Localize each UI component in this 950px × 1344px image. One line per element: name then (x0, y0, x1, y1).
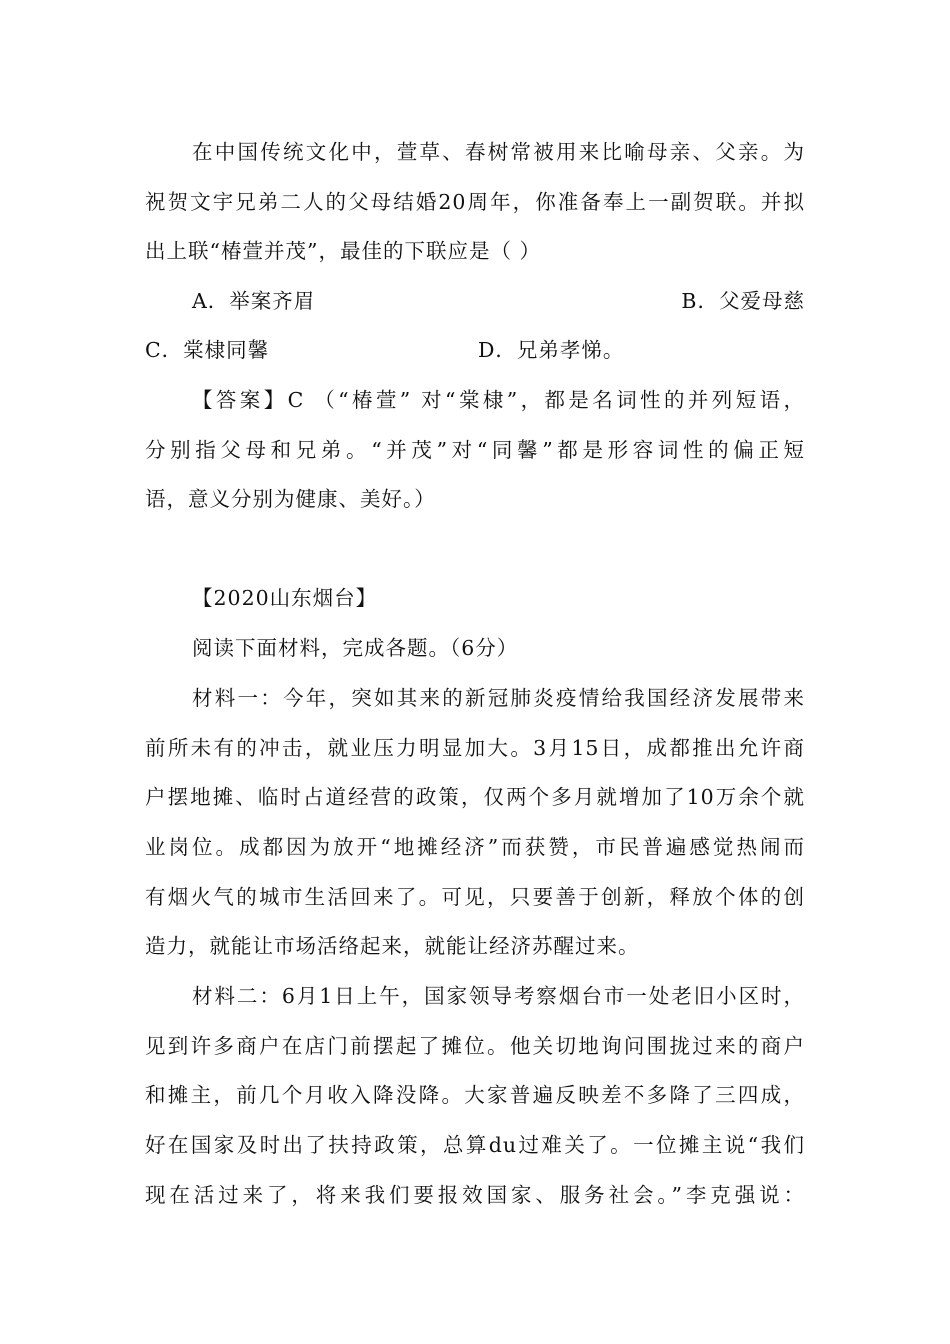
material1-line-6: 造力，就能让市场活络起来，就能让经济苏醒过来。 (145, 934, 640, 958)
option-a: A．举案齐眉 (192, 289, 316, 313)
material1-line-1: 材料一：今年，突如其来的新冠肺炎疫情给我国经济发展带来 (192, 686, 805, 710)
material1-line-5: 有烟火气的城市生活回来了。可见，只要善于创新，释放个体的创 (145, 885, 805, 909)
material2-line-4: 好在国家及时出了扶持政策，总算du过难关了。一位摊主说“我们 (145, 1133, 805, 1157)
question1-stem-line-2: 祝贺文宇兄弟二人的父母结婚20周年，你准备奉上一副贺联。并拟 (145, 190, 805, 214)
answer-line-3: 语，意义分别为健康、美好。） (145, 487, 436, 511)
answer-line-2: 分别指父母和兄弟。“并茂”对“同馨”都是形容词性的偏正短 (145, 438, 805, 462)
answer-line-1: 【答案】C （“椿萱” 对“棠棣”，都是名词性的并列短语， (192, 388, 805, 412)
instruction: 阅读下面材料，完成各题。（6分） (192, 636, 519, 660)
question1-stem-line-1: 在中国传统文化中，萱草、春树常被用来比喻母亲、父亲。为 (192, 140, 805, 164)
source-tag: 【2020山东烟台】 (192, 586, 378, 610)
option-c: C．棠棣同馨 (145, 338, 270, 362)
option-b: B．父爱母慈 (681, 289, 805, 313)
material2-line-1: 材料二：6月1日上午，国家领导考察烟台市一处老旧小区时， (192, 984, 805, 1008)
material1-line-4: 业岗位。成都因为放开“地摊经济”而获赞，市民普遍感觉热闹而 (145, 835, 805, 859)
material2-line-3: 和摊主，前几个月收入降没降。大家普遍反映差不多降了三四成， (145, 1083, 805, 1107)
material1-line-2: 前所未有的冲击，就业压力明显加大。3月15日，成都推出允许商 (145, 736, 805, 760)
material2-line-2: 见到许多商户在店门前摆起了摊位。他关切地询问围拢过来的商户 (145, 1034, 805, 1058)
material1-line-3: 户摆地摊、临时占道经营的政策，仅两个多月就增加了10万余个就 (145, 785, 805, 809)
material2-line-5: 现在活过来了，将来我们要报效国家、服务社会。”李克强说： (145, 1183, 805, 1207)
option-d: D．兄弟孝悌。 (478, 338, 625, 362)
question1-stem-line-3: 出上联“椿萱并茂”，最佳的下联应是（ ） (145, 239, 541, 263)
